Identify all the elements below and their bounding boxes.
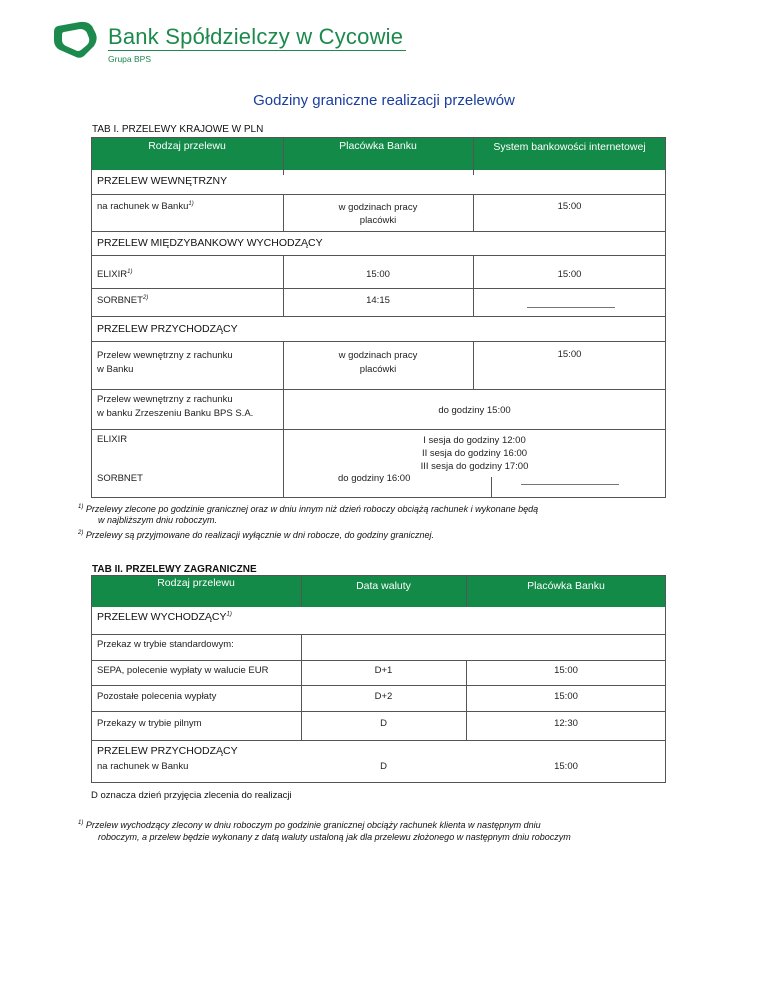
tab2-col-branch: Placówka Banku xyxy=(527,580,605,592)
table-cell: do godziny 16:00 xyxy=(338,473,411,484)
table-cell-sessions: I sesja do godziny 12:00 II sesja do godziny 16:00 III sesja do godziny 17:00 xyxy=(420,435,529,472)
tab2-note-cont: roboczym, a przelew będzie wykonany z datą waluty ustaloną jak dla przelewu złożonego w następnym dniu roboczym xyxy=(98,832,571,842)
table-row-label: SORBNET xyxy=(97,473,143,484)
table-cell: D+1 xyxy=(374,665,393,676)
tab1-col-online: System bankowości internetowej xyxy=(493,141,646,153)
group-name: Grupa BPS xyxy=(108,54,151,64)
tab1-col-type: Rodzaj przelewu xyxy=(148,140,226,152)
tab1-group-incoming: PRZELEW PRZYCHODZĄCY xyxy=(97,323,238,335)
empty-dash xyxy=(527,307,615,308)
table-cell: w godzinach pracy placówki xyxy=(338,202,418,226)
table-cell: D+2 xyxy=(374,691,393,702)
table-cell: 14:15 xyxy=(366,295,390,306)
tab1-table xyxy=(91,137,666,498)
table-cell: 15:00 xyxy=(557,201,582,212)
table-cell: 15:00 xyxy=(366,269,390,280)
table-cell: D xyxy=(380,761,387,772)
table-row-label: na rachunek w Banku xyxy=(97,761,189,772)
table-cell: 12:30 xyxy=(554,718,578,729)
table-cell: 15:00 xyxy=(557,269,582,280)
table-row-label: Pozostałe polecenia wypłaty xyxy=(97,691,217,702)
tab1-col-branch: Placówka Banku xyxy=(339,140,417,152)
table-cell-merged: do godziny 15:00 xyxy=(438,405,511,416)
tab2-title: TAB II. PRZELEWY ZAGRANICZNE xyxy=(92,564,257,575)
page-title: Godziny graniczne realizacji przelewów xyxy=(253,92,515,109)
logo-divider xyxy=(108,50,406,51)
table-row-label: Przelew wewnętrzny z rachunku w Banku xyxy=(97,350,233,375)
table-row-label: SORBNET$^{2)}$ xyxy=(97,295,149,307)
bank-logo-icon xyxy=(50,20,102,60)
tab1-group-internal: PRZELEW WEWNĘTRZNY xyxy=(97,175,228,187)
tab2-col-type: Rodzaj przelewu xyxy=(157,577,235,589)
table-row-label: Przekaz w trybie standardowym: xyxy=(97,639,234,650)
tab1-group-interbank: PRZELEW MIĘDZYBANKOWY WYCHODZĄCY xyxy=(97,237,323,249)
tab1-note-2: $^{2)}$ Przelewy są przyjmowane do realizacji wyłącznie w dni robocze, do godziny granicznej. xyxy=(78,530,435,540)
empty-dash xyxy=(521,484,619,485)
table-row-label: Przelew wewnętrzny z rachunku w banku Zrzeszeniu Banku BPS S.A. xyxy=(97,394,254,419)
table-row-label: Przekazy w trybie pilnym xyxy=(97,718,202,729)
tab2-group-outgoing: PRZELEW WYCHODZĄCY$^{1)}$ xyxy=(97,611,232,623)
tab2-note: $^{1)}$ Przelew wychodzący zlecony w dniu roboczym po godzinie granicznej obciąży rachunek klienta w następnym dniu xyxy=(78,820,541,830)
table-cell: D xyxy=(380,718,387,729)
tab2-col-value-date: Data waluty xyxy=(356,580,411,592)
tab2-group-incoming: PRZELEW PRZYCHODZĄCY xyxy=(97,745,238,757)
tab1-note-1-cont: w najbliższym dniu roboczym. xyxy=(98,515,218,525)
table-row-label: ELIXIR$^{1)}$ xyxy=(97,269,133,281)
table-cell: 15:00 xyxy=(554,761,578,772)
tab2-table xyxy=(91,575,666,783)
bank-name: Bank Spółdzielczy w Cycowie xyxy=(108,24,404,49)
table-row-label: na rachunek w Banku$^{1)}$ xyxy=(97,201,194,213)
table-row-label: SEPA, polecenie wypłaty w walucie EUR xyxy=(97,665,269,676)
tab2-legend: D oznacza dzień przyjęcia zlecenia do realizacji xyxy=(91,790,292,801)
table-cell: 15:00 xyxy=(554,665,578,676)
table-cell: 15:00 xyxy=(557,349,582,360)
tab1-title: TAB I. PRZELEWY KRAJOWE W PLN xyxy=(92,124,264,135)
table-cell: w godzinach pracy placówki xyxy=(338,350,418,375)
tab1-note-1: $^{1)}$ Przelewy zlecone po godzinie granicznej oraz w dniu innym niż dzień roboczy obciążą rachunek i wykonane będą xyxy=(78,504,539,514)
table-cell: 15:00 xyxy=(554,691,578,702)
table-row-label: ELIXIR xyxy=(97,434,128,445)
